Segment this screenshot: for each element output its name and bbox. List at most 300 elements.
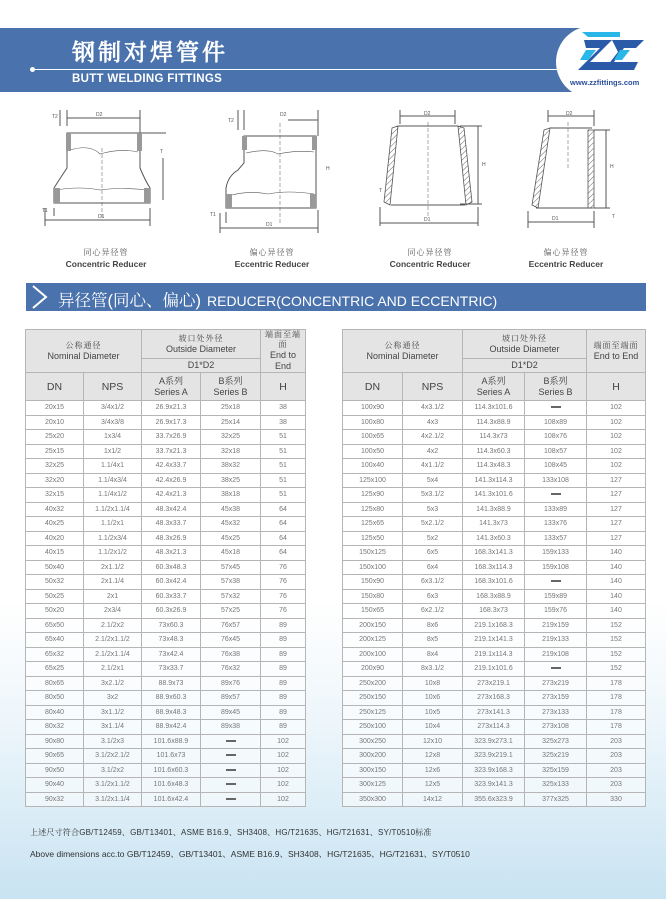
cell-h: 51 — [261, 459, 306, 474]
cell-dn: 65x32 — [26, 647, 84, 662]
table-row — [343, 546, 646, 561]
table-row — [343, 589, 646, 604]
table-row — [26, 618, 306, 633]
cell-dn: 200x125 — [343, 633, 403, 648]
header-series-b: B系列 Series B — [201, 373, 261, 401]
table-row — [343, 502, 646, 517]
cell-series-a: 60.3x26.9 — [142, 604, 201, 619]
cell-series-b: 273x133 — [525, 705, 587, 720]
cell-h: 38 — [261, 415, 306, 430]
cell-series-a: 323.9x141.3 — [463, 778, 525, 793]
table-row — [26, 444, 306, 459]
chevron-right-icon — [30, 285, 50, 309]
svg-text:D2: D2 — [96, 112, 103, 118]
table-row — [26, 647, 306, 662]
cell-series-a: 273x168.3 — [463, 691, 525, 706]
cell-series-a: 168.3x101.6 — [463, 575, 525, 590]
cell-h: 140 — [587, 560, 646, 575]
cell-h: 64 — [261, 546, 306, 561]
cell-series-b: 159x133 — [525, 546, 587, 561]
svg-text:T1: T1 — [42, 208, 48, 214]
table-row — [343, 705, 646, 720]
cell-dn: 40x32 — [26, 502, 84, 517]
cell-series-a: 114.3x73 — [463, 430, 525, 445]
cell-series-b: 273x108 — [525, 720, 587, 735]
table-row — [26, 691, 306, 706]
table-row — [26, 546, 306, 561]
diagram-concentric-reducer-1 — [40, 108, 170, 233]
caption-en: Concentric Reducer — [389, 259, 471, 269]
svg-text:T: T — [379, 188, 383, 194]
cell-series-b: 377x325 — [525, 792, 587, 807]
cell-dn: 20x15 — [26, 401, 84, 416]
cell-nps: 4x3.1/2 — [403, 401, 463, 416]
cell-nps: 5x2.1/2 — [403, 517, 463, 532]
cell-h: 102 — [261, 763, 306, 778]
cell-h: 140 — [587, 589, 646, 604]
header-title-en: BUTT WELDING FITTINGS — [72, 73, 223, 85]
diagram-caption-2 — [202, 247, 342, 269]
not-available-dash — [551, 493, 561, 495]
table-row — [26, 662, 306, 677]
header-d1d2: D1*D2 — [142, 359, 261, 373]
table-row — [343, 444, 646, 459]
header-outside-diameter: 坡口处外径 Outside Diameter — [142, 330, 261, 359]
header-nominal-diameter: 公称通径 Nominal Diameter — [343, 330, 463, 373]
cell-h: 64 — [261, 531, 306, 546]
cell-series-b: 159x108 — [525, 560, 587, 575]
cell-nps: 5x3.1/2 — [403, 488, 463, 503]
cell-nps: 3.1/2x2 — [84, 763, 142, 778]
svg-text:H: H — [326, 166, 330, 172]
cell-h: 51 — [261, 473, 306, 488]
svg-text:T2: T2 — [228, 118, 234, 124]
cell-series-b: 133x108 — [525, 473, 587, 488]
header-series-a: A系列 Series A — [463, 373, 525, 401]
cell-series-a: 273x141.3 — [463, 705, 525, 720]
cell-series-a: 42.4x33.7 — [142, 459, 201, 474]
cell-series-b: 273x219 — [525, 676, 587, 691]
cell-dn: 40x20 — [26, 531, 84, 546]
cell-series-b: 133x76 — [525, 517, 587, 532]
cell-nps: 2x1 — [84, 589, 142, 604]
cell-series-b: 76x38 — [201, 647, 261, 662]
cell-series-a: 88.9x60.3 — [142, 691, 201, 706]
cell-nps: 3.1/2x3 — [84, 734, 142, 749]
cell-h: 140 — [587, 546, 646, 561]
cell-series-b: 38x32 — [201, 459, 261, 474]
cell-dn: 50x32 — [26, 575, 84, 590]
cell-h: 89 — [261, 633, 306, 648]
cell-series-b: 45x18 — [201, 546, 261, 561]
cell-dn: 32x20 — [26, 473, 84, 488]
cell-series-b: 325x159 — [525, 763, 587, 778]
cell-series-b — [201, 763, 261, 778]
cell-series-b: 45x25 — [201, 531, 261, 546]
header-outside-diameter: 坡口处外径 Outside Diameter — [463, 330, 587, 359]
cell-series-b: 89x76 — [201, 676, 261, 691]
cell-nps: 2.1/2x1.1/2 — [84, 633, 142, 648]
cell-nps: 12x6 — [403, 763, 463, 778]
caption-cn: 同心异径管 — [83, 248, 129, 257]
cell-dn: 150x125 — [343, 546, 403, 561]
cell-series-a: 42.4x26.9 — [142, 473, 201, 488]
cell-series-a: 355.6x323.9 — [463, 792, 525, 807]
cell-h: 89 — [261, 691, 306, 706]
cell-h: 152 — [587, 662, 646, 677]
table-row — [26, 488, 306, 503]
table-row — [26, 749, 306, 764]
diagram-caption-3 — [360, 247, 500, 269]
table-row — [343, 473, 646, 488]
cell-nps: 14x12 — [403, 792, 463, 807]
cell-nps: 3x2.1/2 — [84, 676, 142, 691]
cell-h: 178 — [587, 720, 646, 735]
svg-text:T2: T2 — [52, 114, 58, 120]
table-row — [26, 531, 306, 546]
cell-h: 64 — [261, 502, 306, 517]
cell-dn: 80x40 — [26, 705, 84, 720]
cell-series-b: 89x45 — [201, 705, 261, 720]
cell-series-b — [201, 778, 261, 793]
table-row — [26, 778, 306, 793]
cell-nps: 6x2.1/2 — [403, 604, 463, 619]
table-row — [343, 763, 646, 778]
table-row — [26, 473, 306, 488]
cell-dn: 350x300 — [343, 792, 403, 807]
cell-nps: 2x1.1/4 — [84, 575, 142, 590]
not-available-dash — [226, 798, 236, 800]
cell-h: 140 — [587, 604, 646, 619]
cell-dn: 150x80 — [343, 589, 403, 604]
cell-series-b: 159x76 — [525, 604, 587, 619]
cell-dn: 100x50 — [343, 444, 403, 459]
cell-series-a: 168.3x141.3 — [463, 546, 525, 561]
table-row — [26, 502, 306, 517]
cell-dn: 200x90 — [343, 662, 403, 677]
table-row — [343, 560, 646, 575]
table-row — [26, 604, 306, 619]
not-available-dash — [551, 580, 561, 582]
cell-h: 102 — [261, 734, 306, 749]
caption-en: Eccentric Reducer — [528, 259, 604, 269]
cell-nps: 12x5 — [403, 778, 463, 793]
cell-nps: 1.1/2x1.1/4 — [84, 502, 142, 517]
cell-nps: 6x5 — [403, 546, 463, 561]
svg-text:D2: D2 — [424, 111, 431, 117]
cell-nps: 2.1/2x1 — [84, 662, 142, 677]
cell-h: 51 — [261, 488, 306, 503]
table-row — [343, 401, 646, 416]
cell-nps: 8x6 — [403, 618, 463, 633]
caption-en: Concentric Reducer — [65, 259, 147, 269]
table-row — [26, 430, 306, 445]
svg-text:D1: D1 — [552, 216, 559, 222]
cell-h: 64 — [261, 517, 306, 532]
cell-series-a: 141.3x73 — [463, 517, 525, 532]
cell-nps: 5x3 — [403, 502, 463, 517]
cell-h: 89 — [261, 618, 306, 633]
svg-text:D2: D2 — [280, 112, 287, 118]
svg-text:H: H — [482, 162, 486, 168]
table-row — [26, 633, 306, 648]
not-available-dash — [551, 406, 561, 408]
diagram-caption-4 — [496, 247, 636, 269]
cell-series-b: 219x133 — [525, 633, 587, 648]
cell-series-a: 26.9x17.3 — [142, 415, 201, 430]
cell-dn: 100x80 — [343, 415, 403, 430]
cell-h: 127 — [587, 531, 646, 546]
cell-dn: 100x40 — [343, 459, 403, 474]
table-row — [343, 749, 646, 764]
cell-series-b — [525, 401, 587, 416]
cell-h: 178 — [587, 676, 646, 691]
cell-dn: 250x100 — [343, 720, 403, 735]
cell-nps: 4x2 — [403, 444, 463, 459]
cell-h: 76 — [261, 604, 306, 619]
cell-series-a: 60.3x33.7 — [142, 589, 201, 604]
header-nps: NPS — [84, 373, 142, 401]
header-h: H — [261, 373, 306, 401]
zz-logo-icon — [576, 32, 648, 74]
cell-h: 89 — [261, 662, 306, 677]
cell-series-a: 114.3x88.9 — [463, 415, 525, 430]
cell-series-b: 76x45 — [201, 633, 261, 648]
section-title — [58, 287, 497, 311]
cell-dn: 90x32 — [26, 792, 84, 807]
cell-series-b: 325x133 — [525, 778, 587, 793]
cell-nps: 2x1.1/2 — [84, 560, 142, 575]
eccentric-reducer-drawing — [208, 108, 338, 233]
reducer-table-left — [25, 329, 306, 807]
svg-text:D1: D1 — [424, 217, 431, 223]
cell-series-a: 73x60.3 — [142, 618, 201, 633]
cell-series-b: 32x25 — [201, 430, 261, 445]
cell-series-b: 57x38 — [201, 575, 261, 590]
cell-series-a: 114.3x101.6 — [463, 401, 525, 416]
section-title-en: REDUCER(CONCENTRIC AND ECCENTRIC) — [207, 293, 498, 309]
cell-series-a: 101.6x73 — [142, 749, 201, 764]
cell-nps: 1.1/4x1 — [84, 459, 142, 474]
cell-nps: 3/4x3/8 — [84, 415, 142, 430]
cell-series-b — [525, 575, 587, 590]
table-row — [343, 778, 646, 793]
cell-series-a: 60.3x48.3 — [142, 560, 201, 575]
cell-dn: 90x40 — [26, 778, 84, 793]
svg-text:H: H — [610, 164, 614, 170]
cell-h: 127 — [587, 488, 646, 503]
cell-nps: 6x4 — [403, 560, 463, 575]
cell-series-b: 25x14 — [201, 415, 261, 430]
cell-h: 102 — [587, 415, 646, 430]
table-row — [343, 488, 646, 503]
header-dn: DN — [26, 373, 84, 401]
table-row — [343, 415, 646, 430]
section-title-cn: 异径管(同心、偏心) — [58, 292, 201, 310]
cell-series-a: 88.9x42.4 — [142, 720, 201, 735]
cell-dn: 250x150 — [343, 691, 403, 706]
cell-series-b: 57x32 — [201, 589, 261, 604]
cell-series-b — [201, 792, 261, 807]
brand-logo — [556, 26, 666, 98]
header-end-to-end: 端面至端面 End to End — [587, 330, 646, 373]
caption-cn: 同心异径管 — [407, 248, 453, 257]
cell-series-b — [525, 662, 587, 677]
cell-series-b — [201, 734, 261, 749]
cell-series-a: 101.6x88.9 — [142, 734, 201, 749]
cell-series-a: 323.9x168.3 — [463, 763, 525, 778]
cell-h: 102 — [261, 749, 306, 764]
reducer-table-right — [342, 329, 646, 807]
cell-series-b: 45x38 — [201, 502, 261, 517]
table-body-left — [26, 401, 306, 807]
table-row — [343, 618, 646, 633]
table-row — [343, 531, 646, 546]
cell-series-a: 73x42.4 — [142, 647, 201, 662]
cell-series-a: 48.3x26.9 — [142, 531, 201, 546]
cell-h: 51 — [261, 430, 306, 445]
diagram-eccentric-reducer-2 — [526, 108, 626, 233]
cell-series-b: 325x219 — [525, 749, 587, 764]
header-series-b: B系列 Series B — [525, 373, 587, 401]
cell-h: 38 — [261, 401, 306, 416]
cell-series-b: 76x57 — [201, 618, 261, 633]
cell-nps: 12x10 — [403, 734, 463, 749]
table-row — [26, 676, 306, 691]
cell-series-b: 325x273 — [525, 734, 587, 749]
cell-dn: 20x10 — [26, 415, 84, 430]
svg-text:D1: D1 — [98, 214, 105, 220]
cell-dn: 40x15 — [26, 546, 84, 561]
cell-series-b — [201, 749, 261, 764]
cell-h: 76 — [261, 560, 306, 575]
cell-series-a: 323.9x219.1 — [463, 749, 525, 764]
table-row — [343, 691, 646, 706]
cell-series-b: 219x108 — [525, 647, 587, 662]
cell-nps: 1.1/2x1 — [84, 517, 142, 532]
cell-series-a: 42.4x21.3 — [142, 488, 201, 503]
cell-series-a: 73x33.7 — [142, 662, 201, 677]
cell-dn: 150x65 — [343, 604, 403, 619]
cell-series-b: 38x25 — [201, 473, 261, 488]
cell-h: 203 — [587, 763, 646, 778]
cell-nps: 1.1/2x1/2 — [84, 546, 142, 561]
cell-dn: 125x90 — [343, 488, 403, 503]
cell-series-b — [525, 488, 587, 503]
table-row — [26, 517, 306, 532]
cell-nps: 6x3 — [403, 589, 463, 604]
cell-nps: 8x3.1/2 — [403, 662, 463, 677]
logo-url: www.zzfittings.com — [570, 78, 640, 87]
cell-series-a: 168.3x88.9 — [463, 589, 525, 604]
cell-series-a: 168.3x73 — [463, 604, 525, 619]
cell-h: 102 — [587, 459, 646, 474]
cell-dn: 40x25 — [26, 517, 84, 532]
cell-nps: 1.1/4x3/4 — [84, 473, 142, 488]
cell-dn: 150x100 — [343, 560, 403, 575]
cell-dn: 150x90 — [343, 575, 403, 590]
cell-dn: 250x125 — [343, 705, 403, 720]
table-row — [343, 720, 646, 735]
cell-series-a: 73x48.3 — [142, 633, 201, 648]
cell-series-a: 33.7x21.3 — [142, 444, 201, 459]
cell-series-b: 108x76 — [525, 430, 587, 445]
cell-h: 102 — [587, 444, 646, 459]
cell-series-a: 141.3x101.6 — [463, 488, 525, 503]
cell-h: 89 — [261, 720, 306, 735]
cell-nps: 8x5 — [403, 633, 463, 648]
cell-nps: 1.1/2x3/4 — [84, 531, 142, 546]
cell-dn: 125x65 — [343, 517, 403, 532]
cell-dn: 300x200 — [343, 749, 403, 764]
cell-dn: 65x40 — [26, 633, 84, 648]
cell-dn: 300x150 — [343, 763, 403, 778]
cell-dn: 200x150 — [343, 618, 403, 633]
diagram-concentric-reducer-2 — [378, 108, 498, 233]
cell-series-a: 101.6x60.3 — [142, 763, 201, 778]
cell-series-b: 25x18 — [201, 401, 261, 416]
cell-h: 178 — [587, 705, 646, 720]
cell-dn: 50x40 — [26, 560, 84, 575]
cell-h: 140 — [587, 575, 646, 590]
cell-nps: 3.1/2x2.1/2 — [84, 749, 142, 764]
diagram-eccentric-reducer-1 — [208, 108, 338, 233]
cell-dn: 32x25 — [26, 459, 84, 474]
cell-series-a: 33.7x26.9 — [142, 430, 201, 445]
cell-nps: 10x4 — [403, 720, 463, 735]
cell-h: 102 — [261, 792, 306, 807]
caption-cn: 偏心异径管 — [543, 248, 589, 257]
not-available-dash — [226, 754, 236, 756]
cell-nps: 3/4x1/2 — [84, 401, 142, 416]
cell-h: 102 — [587, 430, 646, 445]
cell-series-b: 273x159 — [525, 691, 587, 706]
cell-h: 127 — [587, 473, 646, 488]
cell-nps: 4x3 — [403, 415, 463, 430]
cell-dn: 80x32 — [26, 720, 84, 735]
caption-en: Eccentric Reducer — [234, 259, 310, 269]
cell-dn: 65x25 — [26, 662, 84, 677]
cell-series-a: 168.3x114.3 — [463, 560, 525, 575]
cell-h: 203 — [587, 778, 646, 793]
cell-series-a: 141.3x88.9 — [463, 502, 525, 517]
cell-series-b: 76x32 — [201, 662, 261, 677]
caption-cn: 偏心异径管 — [249, 248, 295, 257]
cell-series-a: 273x219.1 — [463, 676, 525, 691]
cell-series-a: 141.3x114.3 — [463, 473, 525, 488]
banner-divider — [32, 69, 580, 70]
cell-nps: 3.1/2x1.1/4 — [84, 792, 142, 807]
cell-h: 127 — [587, 517, 646, 532]
table-body-right — [343, 401, 646, 807]
table-row — [26, 589, 306, 604]
table-row — [343, 575, 646, 590]
cell-series-b: 32x18 — [201, 444, 261, 459]
cell-dn: 25x15 — [26, 444, 84, 459]
cell-nps: 1x3/4 — [84, 430, 142, 445]
cell-h: 76 — [261, 575, 306, 590]
cell-series-b: 133x89 — [525, 502, 587, 517]
cell-series-a: 26.9x21.3 — [142, 401, 201, 416]
cell-series-a: 141.3x60.3 — [463, 531, 525, 546]
table-row — [26, 720, 306, 735]
cell-dn: 300x250 — [343, 734, 403, 749]
section-header — [26, 283, 646, 311]
table-row — [26, 401, 306, 416]
cell-series-a: 219.1x101.6 — [463, 662, 525, 677]
cell-dn: 90x50 — [26, 763, 84, 778]
cell-series-b: 108x89 — [525, 415, 587, 430]
